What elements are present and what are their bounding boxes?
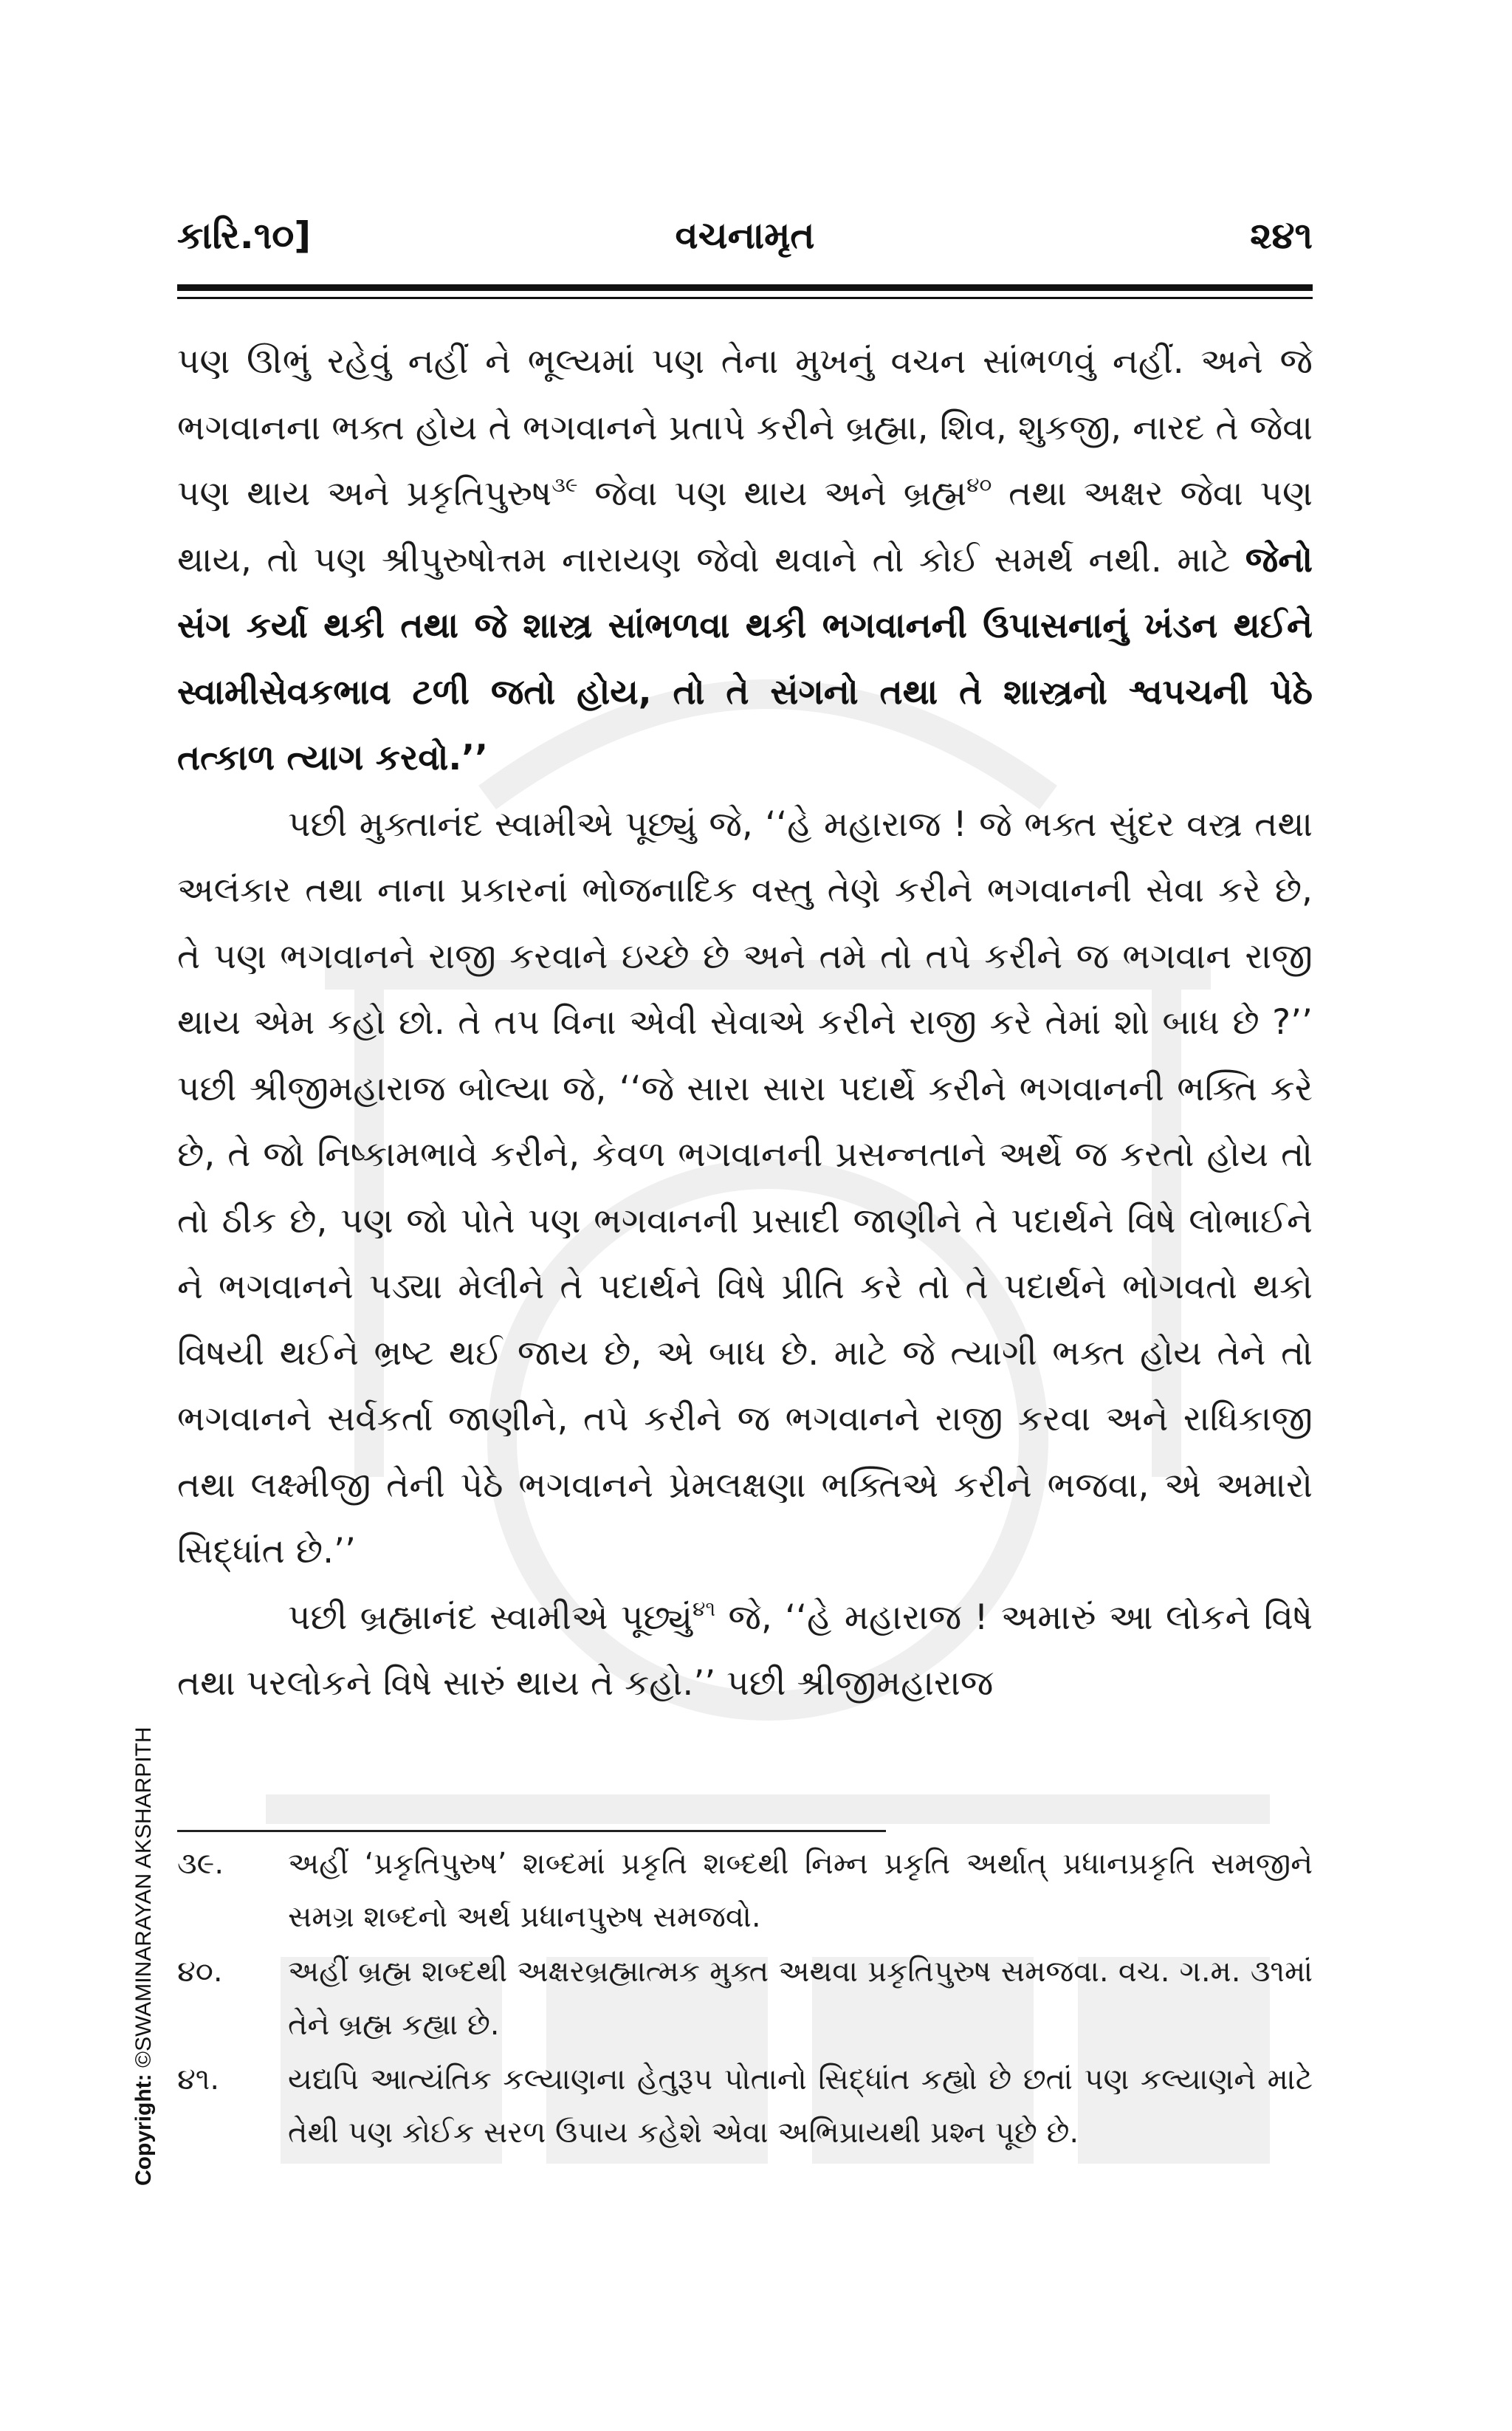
footnote-39	[177, 1837, 1313, 1944]
footnote-text: અહીં બ્રહ્મ શબ્દથી અક્ષરબ્રહ્માત્મક મુક્ત અથવા પ્રકૃતિપુરુષ સમજવા. વચ. ગ.મ. ૩૧માં તેને બ્રહ્મ કહ્યા છે.	[288, 1955, 1313, 2042]
running-header	[177, 214, 1313, 281]
footnote-ref-41: ૪૧	[692, 1596, 716, 1621]
main-text	[177, 329, 1313, 1717]
footnote-ref-39: ૩૯	[551, 473, 578, 497]
header-rule-thick	[177, 284, 1313, 291]
paragraph-3: પછી બ્રહ્માનંદ સ્વામીએ પૂછ્યું$^{૪૧}$ જે, ‘‘હે મહારાજ ! અમારું આ લોકને વિષે તથા પરલોકને વિષે સારું થાય તે કહો.’’ પછી શ્રીજીમહારાજ	[177, 1596, 1313, 1704]
emphasized-passage: જેનો સંગ કર્યા થકી તથા જે શાસ્ત્ર સાંભળવા થકી ભગવાનની ઉપાસનાનું ખંડન થઈને સ્વામીસેવકભાવ ટળી જતો હોય, તો તે સંગનો તથા તે શાસ્ત્રનો શ્વપચની પેઠે તત્કાળ ત્યાગ કરવો.’’	[177, 539, 1313, 778]
footnote-rule	[177, 1830, 886, 1832]
footnote-number: ૪૧.	[177, 2063, 220, 2096]
footnote-number: ૪૦.	[177, 1955, 223, 1989]
header-rule-thin	[177, 297, 1313, 299]
footnote-text: અહીં ‘પ્રકૃતિપુરુષ’ શબ્દમાં પ્રકૃતિ શબ્દથી નિમ્ન પ્રકૃતિ અર્થાત્ પ્રધાનપ્રકૃતિ સમજીને સમગ્ર શબ્દનો અર્થ પ્રધાનપુરુષ સમજવો.	[288, 1847, 1313, 1934]
footnote-ref-40: ૪૦	[966, 473, 992, 497]
paragraph-2: પછી મુક્તાનંદ સ્વામીએ પૂછ્યું જે, ‘‘હે મહારાજ ! જે ભક્ત સુંદર વસ્ત્ર તથા અલંકાર તથા નાના પ્રકારનાં ભોજનાદિક વસ્તુ તેણે કરીને ભગવાનની સેવા કરે છે, તે પણ ભગવાનને રાજી કરવાને ઇચ્છે છે અને તમે તો તપે કરીને જ ભગવાન રાજી થાય એમ કહો છો. તે તપ વિના એવી સેવાએ કરીને રાજી કરે તેમાં શો બાધ છે ?’’ પછી શ્રીજીમહારાજ બોલ્યા જે, ‘‘જે સારા સારા પદાર્થે કરીને ભગવાનની ભક્તિ કરે છે, તે જો નિષ્કામભાવે કરીને, કેવળ ભગવાનની પ્રસન્નતાને અર્થે જ કરતો હોય તો તો ઠીક છે, પણ જો પોતે પણ ભગવાનની પ્રસાદી જાણીને તે પદાર્થને વિષે લોભાઈને ને ભગવાનને પડ્યા મેલીને તે પદાર્થને વિષે પ્રીતિ કરે તો તે પદાર્થને ભોગવતો થકો વિષયી થઈને ભ્રષ્ટ થઈ જાય છે, એ બાધ છે. માટે જે ત્યાગી ભક્ત હોય તેને તો ભગવાનને સર્વકર્તા જાણીને, તપે કરીને જ ભગવાનને રાજી કરવા અને રાધિકાજી તથા લક્ષ્મીજી તેની પેઠે ભગવાનને પ્રેમલક્ષણા ભક્તિએ કરીને ભજવા, એ અમારો સિદ્ધાંત છે.’’	[177, 803, 1313, 1571]
book-title: વચનામૃત	[675, 214, 815, 257]
paragraph-1: પણ ઊભું રહેવું નહીં ને ભૂલ્યમાં પણ તેના મુખનું વચન સાંભળવું નહીં. અને જે ભગવાનના ભક્ત હોય તે ભગવાનને પ્રતાપે કરીને બ્રહ્મા, શિવ, શુકજી, નારદ તે જેવા પણ થાય અને પ્રકૃતિપુરુષ$^{૩૯}$ જેવા પણ થાય અને બ્રહ્મ$^{૪૦}$ તથા અક્ષર જેવા પણ થાય, તો પણ શ્રીપુરુષોત્તમ નારાયણ જેવો થવાને તો કોઈ સમર્થ નથી. માટે જેનો સંગ કર્યા થકી તથા જે શાસ્ત્ર સાંભળવા થકી ભગવાનની ઉપાસનાનું ખંડન થઈને સ્વામીસેવકભાવ ટળી જતો હોય, તો તે સંગનો તથા તે શાસ્ત્રનો શ્વપચની પેઠે તત્કાળ ત્યાગ કરવો.’’	[177, 341, 1313, 778]
footnote-number: ૩૯.	[177, 1847, 224, 1881]
section-reference: કારિ.૧૦]	[177, 214, 312, 257]
footnote-40	[177, 1945, 1313, 2051]
footnotes	[177, 1837, 1313, 2161]
footnote-41	[177, 2053, 1313, 2159]
footnote-text: યદ્યપિ આત્યંતિક કલ્યાણના હેતુરૂપ પોતાનો સિદ્ધાંત કહ્યો છે છતાં પણ કલ્યાણને માટે તેથી પણ કોઈક સરળ ઉપાય કહેશે એવા અભિપ્રાયથી પ્રશ્ન પૂછે છે.	[288, 2063, 1313, 2150]
page-number: ૨૪૧	[1250, 214, 1313, 257]
copyright-notice: Copyright: ©SWAMINARAYAN AKSHARPITH	[131, 1727, 156, 2186]
